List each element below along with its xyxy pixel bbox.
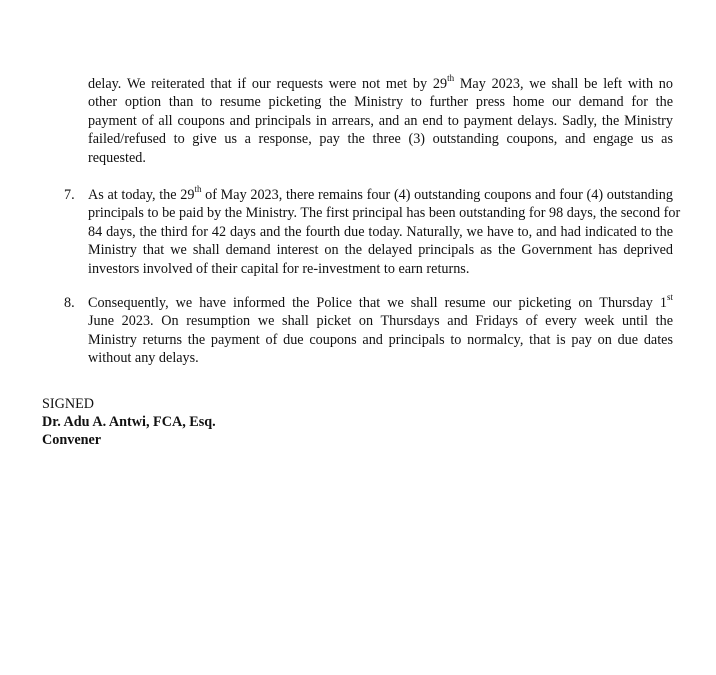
text-line: Consequently, we have informed the Police that we shall resume our picketing on Thursday 1st <box>88 292 673 311</box>
text-line: other option than to resume picketing the Ministry to further press home our demand for the <box>88 94 673 111</box>
item-8-number: 8. <box>64 295 75 311</box>
text-line: delay. We reiterated that if our requests were not met by 29th May 2023, we shall be left with no <box>88 73 673 92</box>
signatory-name: Dr. Adu A. Antwi, FCA, Esq. <box>42 414 216 430</box>
paragraph-6-continuation <box>88 75 673 167</box>
superscript: st <box>666 292 673 303</box>
text-line: failed/refused to give us a response, pay the three (3) outstanding coupons, and engage us as <box>88 131 673 148</box>
item-8-text <box>88 294 673 368</box>
text-line: 84 days, the third for 42 days and the fourth due today. Naturally, we have to, and had indicated to the <box>88 223 673 240</box>
text-line: As at today, the 29th of May 2023, there remains four (4) outstanding coupons and four (4) outstanding <box>88 184 673 203</box>
text-line: Ministry returns the payment of due coupons and principals to normalcy, that is pay on due dates <box>88 331 673 348</box>
signed-label: SIGNED <box>42 396 95 412</box>
signatory-title: Convener <box>42 432 102 448</box>
superscript: th <box>447 73 455 84</box>
text-line: requested. <box>88 149 146 166</box>
superscript: th <box>194 184 202 195</box>
text-line: payment of all coupons and principals in arrears, and an end to payment delays. Sadly, the Ministry <box>88 112 673 129</box>
item-7-text <box>88 184 681 278</box>
item-7-number: 7. <box>64 187 75 203</box>
text-line: without any delays. <box>88 350 199 367</box>
text-line: principals to be paid by the Ministry. The first principal has been outstanding for 98 days, the second for <box>88 205 681 222</box>
text-line: investors involved of their capital for re-investment to earn returns. <box>88 260 470 277</box>
text-line: June 2023. On resumption we shall picket on Thursdays and Fridays of every week until the <box>88 313 673 330</box>
text-line: Ministry that we shall demand interest on the delayed principals as the Government has deprived <box>88 242 673 259</box>
